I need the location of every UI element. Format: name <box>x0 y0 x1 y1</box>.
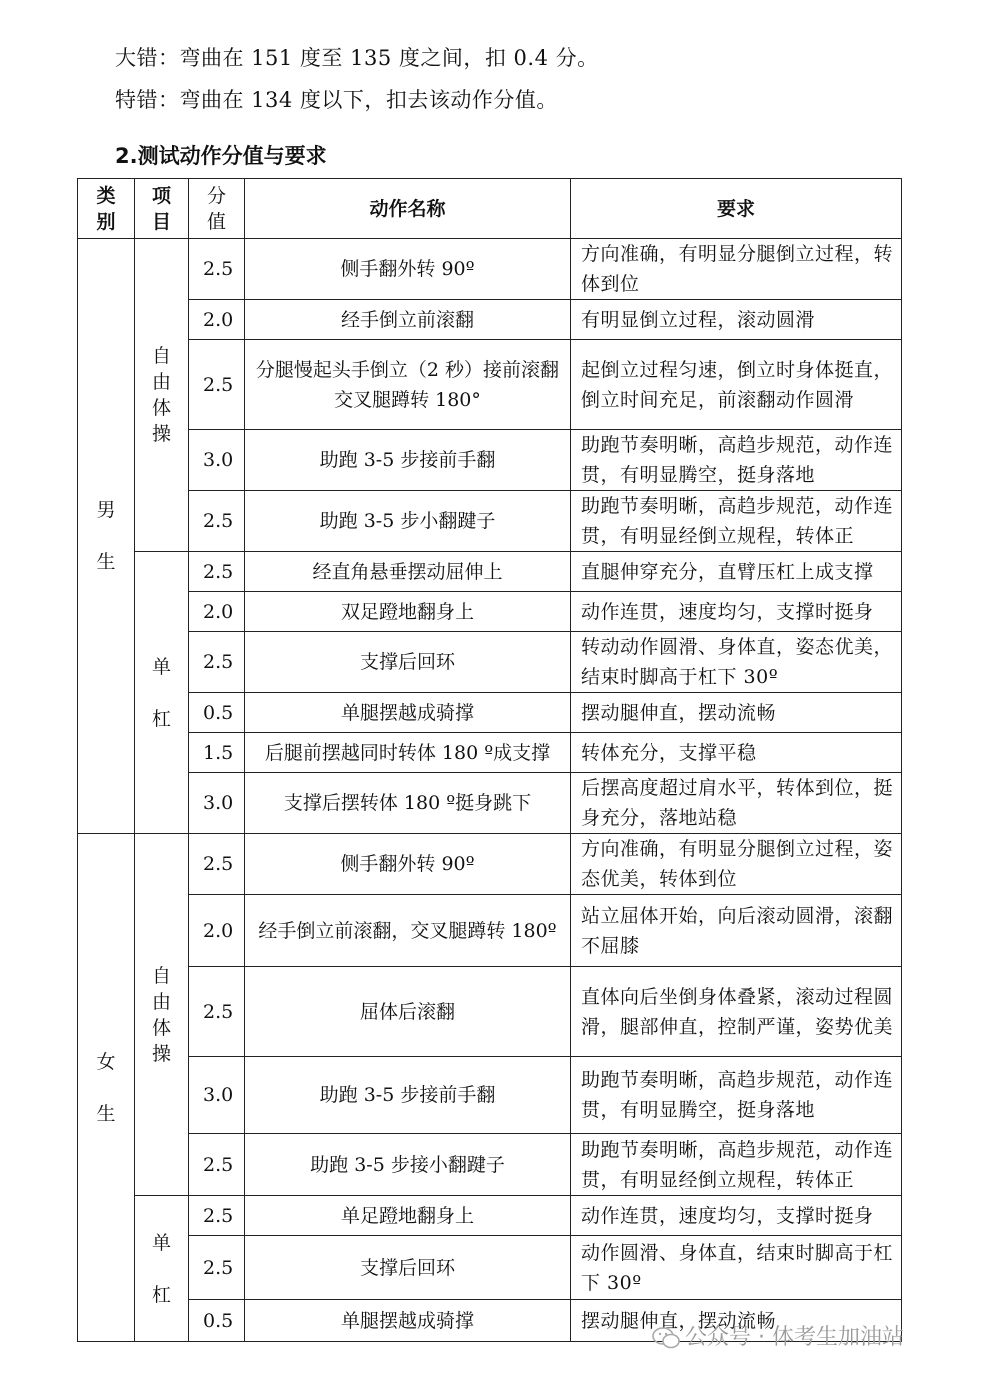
score-cell: 0.5 <box>189 1300 245 1342</box>
table-row <box>78 552 902 592</box>
requirement-cell: 转动动作圆滑、身体直，姿态优美，结束时脚高于杠下 30º <box>571 632 902 693</box>
requirement-cell: 助跑节奏明晰，高趋步规范，动作连贯，有明显经倒立规程，转体正 <box>571 491 902 552</box>
action-name-cell: 经直角悬垂摆动屈伸上 <box>245 552 571 592</box>
intro-line-special-error: 特错：弯曲在 134 度以下，扣去该动作分值。 <box>115 88 558 112</box>
header-score: 分值 <box>189 179 245 239</box>
action-name-cell: 支撑后回环 <box>245 1236 571 1300</box>
watermark-text: 公众号 · 体考生加油站 <box>685 1325 904 1350</box>
score-cell: 2.5 <box>189 834 245 895</box>
score-cell: 2.5 <box>189 340 245 430</box>
table-header-row <box>78 179 902 239</box>
table-row <box>78 773 902 834</box>
action-name-cell: 后腿前摆越同时转体 180 º成支撑 <box>245 733 571 773</box>
requirement-cell: 方向准确，有明显分腿倒立过程，转体到位 <box>571 239 902 300</box>
table-row <box>78 340 902 430</box>
action-name-cell: 经手倒立前滚翻 <box>245 300 571 340</box>
score-cell: 1.5 <box>189 733 245 773</box>
requirement-cell: 助跑节奏明晰，高趋步规范，动作连贯，有明显腾空，挺身落地 <box>571 1057 902 1134</box>
item-cell: 自由体操 <box>135 834 189 1196</box>
requirement-cell: 有明显倒立过程，滚动圆滑 <box>571 300 902 340</box>
section-title: 2.测试动作分值与要求 <box>115 144 327 168</box>
requirement-cell: 直腿伸穿充分，直臂压杠上成支撑 <box>571 552 902 592</box>
table-row <box>78 733 902 773</box>
item-cell: 单杠 <box>135 552 189 834</box>
action-name-cell: 侧手翻外转 90º <box>245 834 571 895</box>
action-name-cell: 单腿摆越成骑撑 <box>245 1300 571 1342</box>
action-name-cell: 助跑 3-5 步接前手翻 <box>245 1057 571 1134</box>
score-cell: 3.0 <box>189 773 245 834</box>
score-requirement-table <box>77 178 902 1342</box>
requirement-cell: 动作连贯，速度均匀，支撑时挺身 <box>571 1196 902 1236</box>
requirement-cell: 后摆高度超过肩水平，转体到位，挺身充分，落地站稳 <box>571 773 902 834</box>
requirement-cell: 直体向后坐倒身体叠紧，滚动过程圆滑，腿部伸直，控制严谨，姿势优美 <box>571 967 902 1057</box>
table-row <box>78 592 902 632</box>
action-name-cell: 经手倒立前滚翻，交叉腿蹲转 180º <box>245 895 571 967</box>
table-row <box>78 1057 902 1134</box>
action-name-cell: 支撑后摆转体 180 º挺身跳下 <box>245 773 571 834</box>
action-name-cell: 支撑后回环 <box>245 632 571 693</box>
action-name-cell: 助跑 3-5 步接前手翻 <box>245 430 571 491</box>
score-cell: 0.5 <box>189 693 245 733</box>
requirement-cell: 助跑节奏明晰，高趋步规范，动作连贯，有明显腾空，挺身落地 <box>571 430 902 491</box>
score-cell: 3.0 <box>189 430 245 491</box>
table-row <box>78 239 902 300</box>
item-cell: 单杠 <box>135 1196 189 1342</box>
score-cell: 2.5 <box>189 1236 245 1300</box>
requirement-cell: 动作圆滑、身体直，结束时脚高于杠下 30º <box>571 1236 902 1300</box>
table-row <box>78 895 902 967</box>
intro-line-major-error: 大错：弯曲在 151 度至 135 度之间，扣 0.4 分。 <box>115 46 599 70</box>
action-name-cell: 屈体后滚翻 <box>245 967 571 1057</box>
item-cell: 自由体操 <box>135 239 189 552</box>
score-cell: 2.0 <box>189 895 245 967</box>
header-category: 类别 <box>78 179 135 239</box>
action-name-cell: 单足蹬地翻身上 <box>245 1196 571 1236</box>
requirement-cell: 站立屈体开始，向后滚动圆滑，滚翻不屈膝 <box>571 895 902 967</box>
table-row <box>78 1134 902 1196</box>
action-name-cell: 助跑 3-5 步小翻踺子 <box>245 491 571 552</box>
table-row <box>78 491 902 552</box>
score-cell: 2.0 <box>189 300 245 340</box>
score-cell: 2.5 <box>189 1196 245 1236</box>
table-row <box>78 430 902 491</box>
table-row <box>78 1236 902 1300</box>
score-cell: 2.5 <box>189 1134 245 1196</box>
requirement-cell: 摆动腿伸直，摆动流畅 <box>571 693 902 733</box>
requirement-cell: 摆动腿伸直，摆动流畅 <box>571 1300 902 1342</box>
score-cell: 2.5 <box>189 967 245 1057</box>
category-cell: 女生 <box>78 834 135 1342</box>
requirement-cell: 转体充分，支撑平稳 <box>571 733 902 773</box>
requirement-cell: 助跑节奏明晰，高趋步规范，动作连贯，有明显经倒立规程，转体正 <box>571 1134 902 1196</box>
score-cell: 2.0 <box>189 592 245 632</box>
requirement-cell: 动作连贯，速度均匀，支撑时挺身 <box>571 592 902 632</box>
action-name-cell: 双足蹬地翻身上 <box>245 592 571 632</box>
table-row <box>78 632 902 693</box>
requirement-cell: 起倒立过程匀速，倒立时身体挺直，倒立时间充足，前滚翻动作圆滑 <box>571 340 902 430</box>
table-row <box>78 300 902 340</box>
score-cell: 2.5 <box>189 632 245 693</box>
score-cell: 2.5 <box>189 552 245 592</box>
header-name: 动作名称 <box>245 179 571 239</box>
action-name-cell: 助跑 3-5 步接小翻踺子 <box>245 1134 571 1196</box>
score-cell: 2.5 <box>189 239 245 300</box>
action-name-cell: 分腿慢起头手倒立（2 秒）接前滚翻交叉腿蹲转 180° <box>245 340 571 430</box>
header-requirement: 要求 <box>571 179 902 239</box>
action-name-cell: 单腿摆越成骑撑 <box>245 693 571 733</box>
table-body <box>78 239 902 1342</box>
score-cell: 3.0 <box>189 1057 245 1134</box>
table-row <box>78 1196 902 1236</box>
category-cell: 男生 <box>78 239 135 834</box>
table-row <box>78 834 902 895</box>
table-row <box>78 693 902 733</box>
header-item: 项目 <box>135 179 189 239</box>
score-cell: 2.5 <box>189 491 245 552</box>
requirement-cell: 方向准确，有明显分腿倒立过程，姿态优美，转体到位 <box>571 834 902 895</box>
table-row <box>78 967 902 1057</box>
action-name-cell: 侧手翻外转 90º <box>245 239 571 300</box>
